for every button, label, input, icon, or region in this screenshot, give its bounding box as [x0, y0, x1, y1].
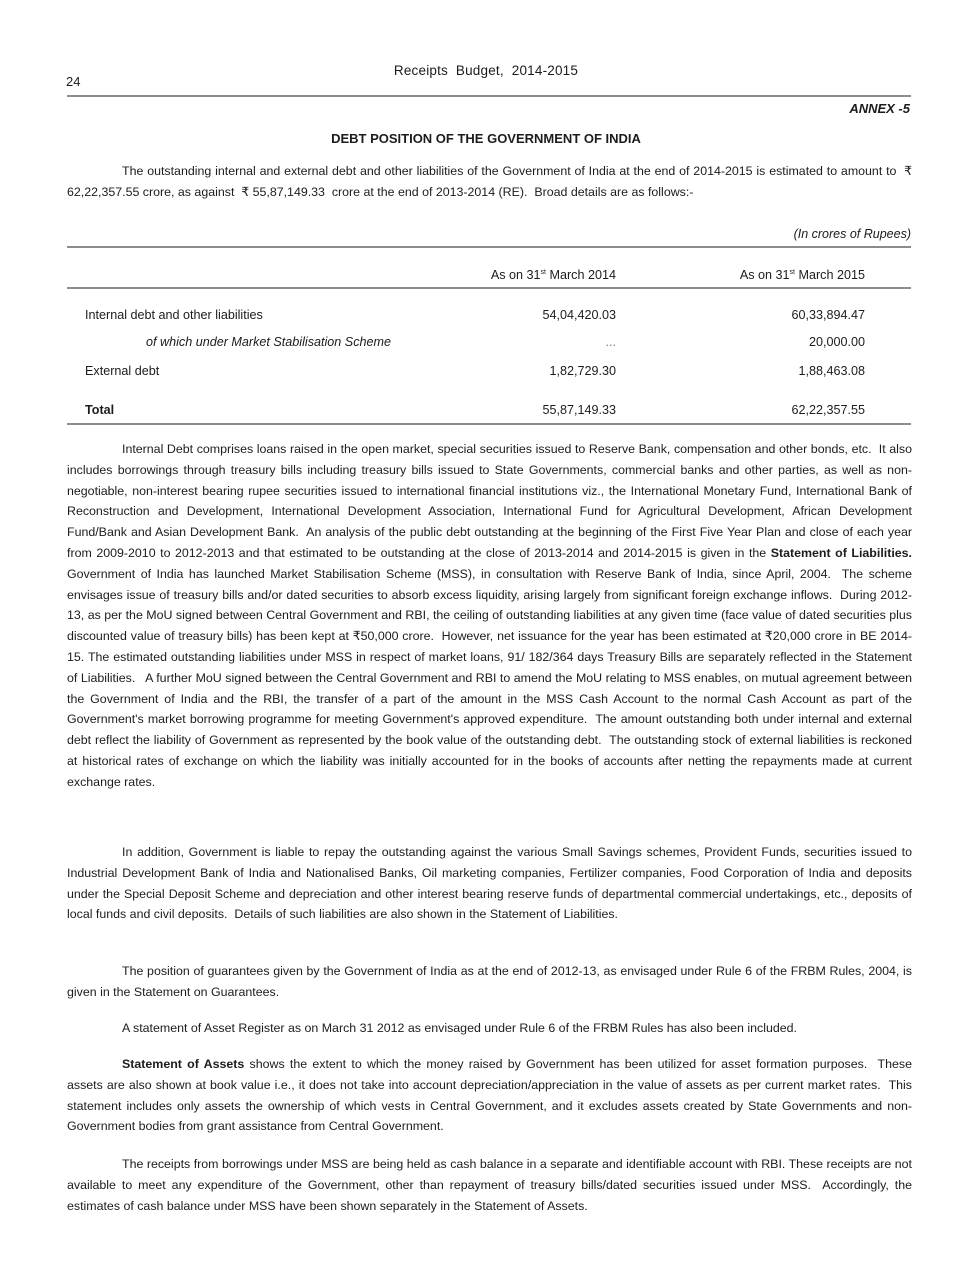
page-title: DEBT POSITION OF THE GOVERNMENT OF INDIA: [331, 131, 641, 146]
paragraph-guarantees: The position of guarantees given by the Government of India as at the end of 2012-13, as envisaged under Rule 6 of the FRBM Rules, 2004, is given in the Statement on Guarantees.: [67, 964, 916, 999]
column-header-2015: As on 31st March 2015: [739, 268, 865, 282]
value-2015: 20,000.00: [808, 335, 865, 349]
row-label: of which under Market Stabilisation Scheme: [146, 335, 392, 349]
paragraph-other-liabilities: In addition, Government is liable to repay the outstanding against the various Small Savings schemes, Provident Funds, securities issued to Industrial Development Bank of India and Nationalised Banks, Oil marketing companies, Fertilizer companies, Food Corporation of India and deposits under the Special Deposit Scheme and depreciation and other interest bearing reserve funds of departmental commercial undertakings, etc., deposits of local funds and civil deposits. Details of such liabilities are also shown in the Statement of Liabilities.: [67, 845, 916, 922]
intro-paragraph: The outstanding internal and external debt and other liabilities of the Government of India at the end of 2014-2015 is estimated to amount to ₹ 62,22,357.55 crore, as against ₹ 55,87,149.33 crore at the end of 2013-2014 (RE). Broad details are as follows:-: [67, 164, 916, 199]
value-2014: 1,82,729.30: [549, 364, 616, 378]
value-2014: ...: [605, 335, 616, 349]
value-2015: 1,88,463.08: [798, 364, 865, 378]
running-head: Receipts Budget, 2014-2015: [393, 63, 579, 78]
paragraph-asset-register: A statement of Asset Register as on March 31 2012 as envisaged under Rule 6 of the FRBM Rules has also been included.: [122, 1021, 797, 1035]
column-header-2014: As on 31st March 2014: [490, 268, 616, 282]
table-bottom-rule: [67, 423, 911, 425]
total-2015: 62,22,357.55: [791, 403, 865, 417]
annex-label: ANNEX -5: [849, 101, 910, 116]
table-top-rule: [67, 246, 911, 248]
statement-of-liabilities-ref: Statement of Liabilities.: [770, 545, 912, 560]
row-label: External debt: [85, 364, 160, 378]
total-label: Total: [85, 403, 115, 417]
page-number: 24: [66, 74, 81, 89]
value-2015: 60,33,894.47: [791, 308, 865, 322]
statement-of-assets-ref: Statement of Assets: [122, 1057, 245, 1071]
units-note: (In crores of Rupees): [793, 227, 911, 241]
header-rule: [67, 95, 911, 97]
paragraph-mss-receipts: The receipts from borrowings under MSS are being held as cash balance in a separate and identifiable account with RBI. These receipts are not available to meet any expenditure of the Government, other than repayment of treasury bills/dated securities issued under MSS. Accordingly, the estimates of cash balance under MSS have been shown separately in the Statement of Assets.: [67, 1157, 916, 1213]
row-label: Internal debt and other liabilities: [85, 308, 263, 322]
paragraph-statement-of-assets: Statement of Assets shows the extent to which the money raised by Government has been utilized for asset formation purposes. These assets are also shown at book value i.e., it does not take into account depreciation/appreciation in the value of assets as per current market rates. This statement includes only assets the ownership of which vests in Central Government, and it excludes assets created by State Governments and non-Government bodies from grant assistance from Central Government.: [67, 1057, 916, 1134]
total-2014: 55,87,149.33: [542, 403, 616, 417]
value-2014: 54,04,420.03: [542, 308, 616, 322]
table-header-rule: [67, 287, 911, 289]
paragraph-internal-debt: Internal Debt comprises loans raised in the open market, special securities issued to Reserve Bank, compensation and other bonds, etc. It also includes borrowings through treasury bills including treasury bills issued to State Governments, commercial banks and other parties, as well as non-negotiable, non-interest bearing rupee securities issued to international financial institutions viz., the International Monetary Fund, International Bank of Reconstruction and Development, International Development Association, International Fund for Agricultural Development, African Development Fund/Bank and Asian Development Bank. An analysis of the public debt outstanding at the beginning of the First Five Year Plan and close of each year from 2009-2010 to 2012-2013 and that estimated to be outstanding at the close of 2013-2014 and 2014-2015 is given in the Statement of Liabilities. Government of India has launched Market Stabilisation Scheme (MSS), in consultation with Reserve Bank of India, since April, 2004. The scheme envisages issue of treasury bills and/or dated securities to absorb excess liquidity, arising largely from significant foreign exchange inflows. During 2012-13, as per the MoU signed between Central Government and RBI, the ceiling of outstanding liabilities at any given time (face value of dated securities plus discounted value of treasury bills) has been kept at ₹50,000 crore. However, net issuance for the year has been estimated at ₹20,000 crore in BE 2014-15. The estimated outstanding liabilities under MSS in respect of market loans, 91/ 182/364 days Treasury Bills are separately reflected in the Statement of Liabilities. A further MoU signed between the Central Government and RBI to amend the MoU relating to MSS enables, on mutual agreement between the Government of India and the RBI, the transfer of a part of the amount in the MSS Cash Account to the normal Cash Account as part of the Government's market borrowing programme for meeting Government's approved expenditure. The amount outstanding both under internal and external debt reflect the liability of Government as represented by the book value of the outstanding debt. The outstanding stock of external liabilities is reckoned at historical rates of exchange on which the liability was initially accounted for in the books of accounts after netting the repayments made at current exchange rates.: [67, 442, 919, 789]
